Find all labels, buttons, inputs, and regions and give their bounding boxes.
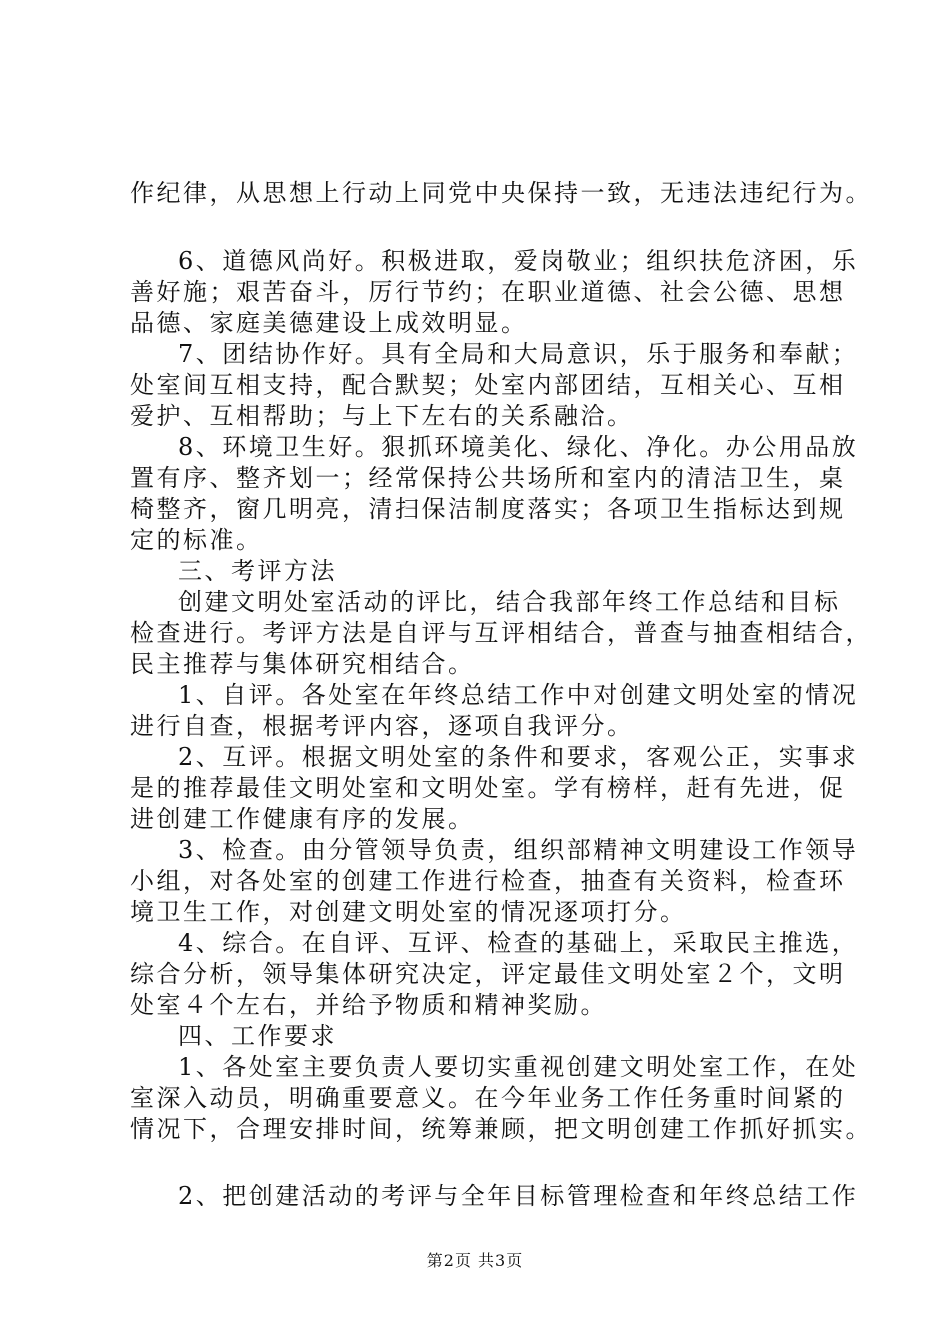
- text-line: 民主推荐与集体研究相结合。: [130, 650, 475, 678]
- text-line: 2、互评。根据文明处室的条件和要求，客观公正，实事求: [178, 743, 859, 771]
- text-line: 3、检查。由分管领导负责，组织部精神文明建设工作领导: [178, 836, 859, 864]
- text-line: 创建文明处室活动的评比，结合我部年终工作总结和目标: [178, 588, 841, 616]
- text-line: 检查进行。考评方法是自评与互评相结合，普查与抽查相结合，: [130, 619, 872, 647]
- text-line: 情况下，合理安排时间，统筹兼顾，把文明创建工作抓好抓实。: [130, 1115, 872, 1143]
- text-line: 作纪律，从思想上行动上同党中央保持一致，无违法违纪行为。: [130, 179, 872, 207]
- text-line: 6、道德风尚好。积极进取，爱岗敬业；组织扶危济困，乐: [178, 247, 859, 275]
- text-line: 1、各处室主要负责人要切实重视创建文明处室工作，在处: [178, 1053, 859, 1081]
- text-line: 4、综合。在自评、互评、检查的基础上，采取民主推选，: [178, 929, 859, 957]
- text-line: 1、自评。各处室在年终总结工作中对创建文明处室的情况: [178, 681, 859, 709]
- text-line: 是的推荐最佳文明处室和文明处室。学有榜样，赶有先进，促: [130, 774, 846, 802]
- text-line: 椅整齐，窗几明亮，清扫保洁制度落实；各项卫生指标达到规: [130, 495, 846, 523]
- text-line: 进行自查，根据考评内容，逐项自我评分。: [130, 712, 634, 740]
- text-line: 8、环境卫生好。狠抓环境美化、绿化、净化。办公用品放: [178, 433, 859, 461]
- text-line: 7、团结协作好。具有全局和大局意识，乐于服务和奉献；: [178, 340, 859, 368]
- text-line: 进创建工作健康有序的发展。: [130, 805, 475, 833]
- section-heading: 四、工作要求: [178, 1022, 337, 1050]
- text-line: 品德、家庭美德建设上成效明显。: [130, 309, 528, 337]
- text-line: 小组，对各处室的创建工作进行检查，抽查有关资料，检查环: [130, 867, 846, 895]
- text-line: 善好施；艰苦奋斗，厉行节约；在职业道德、社会公德、思想: [130, 278, 846, 306]
- text-line: 定的标准。: [130, 526, 263, 554]
- text-line: 综合分析，领导集体研究决定，评定最佳文明处室２个，文明: [130, 960, 846, 988]
- page-footer: 第2页 共3页: [426, 1251, 524, 1270]
- text-line: 室深入动员，明确重要意义。在今年业务工作任务重时间紧的: [130, 1084, 846, 1112]
- text-line: 境卫生工作，对创建文明处室的情况逐项打分。: [130, 898, 687, 926]
- text-line: 2、把创建活动的考评与全年目标管理检查和年终总结工作: [178, 1182, 859, 1210]
- section-heading: 三、考评方法: [178, 557, 337, 585]
- text-line: 处室间互相支持，配合默契；处室内部团结，互相关心、互相: [130, 371, 846, 399]
- text-line: 爱护、互相帮助；与上下左右的关系融洽。: [130, 402, 634, 430]
- text-line: 置有序、整齐划一；经常保持公共场所和室内的清洁卫生，桌: [130, 464, 846, 492]
- text-line: 处室４个左右，并给予物质和精神奖励。: [130, 991, 607, 1019]
